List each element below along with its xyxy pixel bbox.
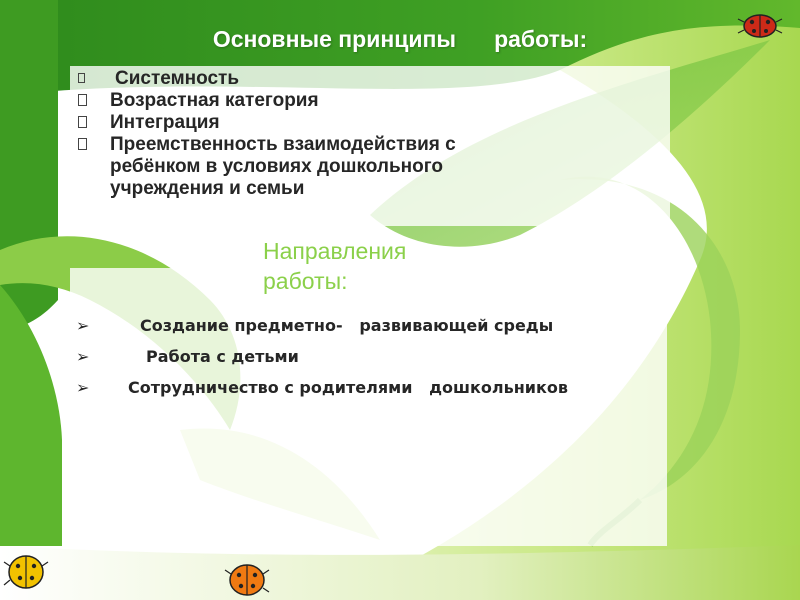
list-item <box>78 68 550 90</box>
arrow-bullet-icon: ➢ <box>76 378 90 397</box>
title-part2: работы: <box>494 26 588 52</box>
slide-title <box>0 26 800 53</box>
list-item <box>78 112 550 134</box>
list-item-label: Создание предметно- развивающей среды <box>140 316 554 335</box>
list-item-label: Системность <box>115 68 240 89</box>
bullet-box-icon <box>78 138 87 150</box>
bullet-box-icon <box>78 94 87 106</box>
directions-title <box>263 236 406 296</box>
principles-list <box>78 68 550 200</box>
list-item-label: Возрастная категория <box>110 90 319 111</box>
directions-panel <box>70 268 667 546</box>
list-item <box>78 134 550 200</box>
list-item <box>78 90 550 112</box>
directions-title-line1: Направления <box>263 238 407 264</box>
bullet-box-icon <box>78 73 85 83</box>
directions-title-line2: работы: <box>263 268 348 294</box>
arrow-bullet-icon: ➢ <box>76 316 90 335</box>
bullet-box-icon <box>78 116 87 128</box>
list-item-label: Сотрудничество с родителями дошкольников <box>128 378 568 397</box>
list-item-label: Работа с детьми <box>146 347 299 366</box>
list-item-label: Преемственность взаимодействия с ребёнком в условиях дошкольного учреждения и семьи <box>110 134 456 199</box>
list-item-label: Интеграция <box>110 112 220 133</box>
arrow-bullet-icon: ➢ <box>76 347 90 366</box>
title-part1: Основные принципы <box>212 26 457 52</box>
